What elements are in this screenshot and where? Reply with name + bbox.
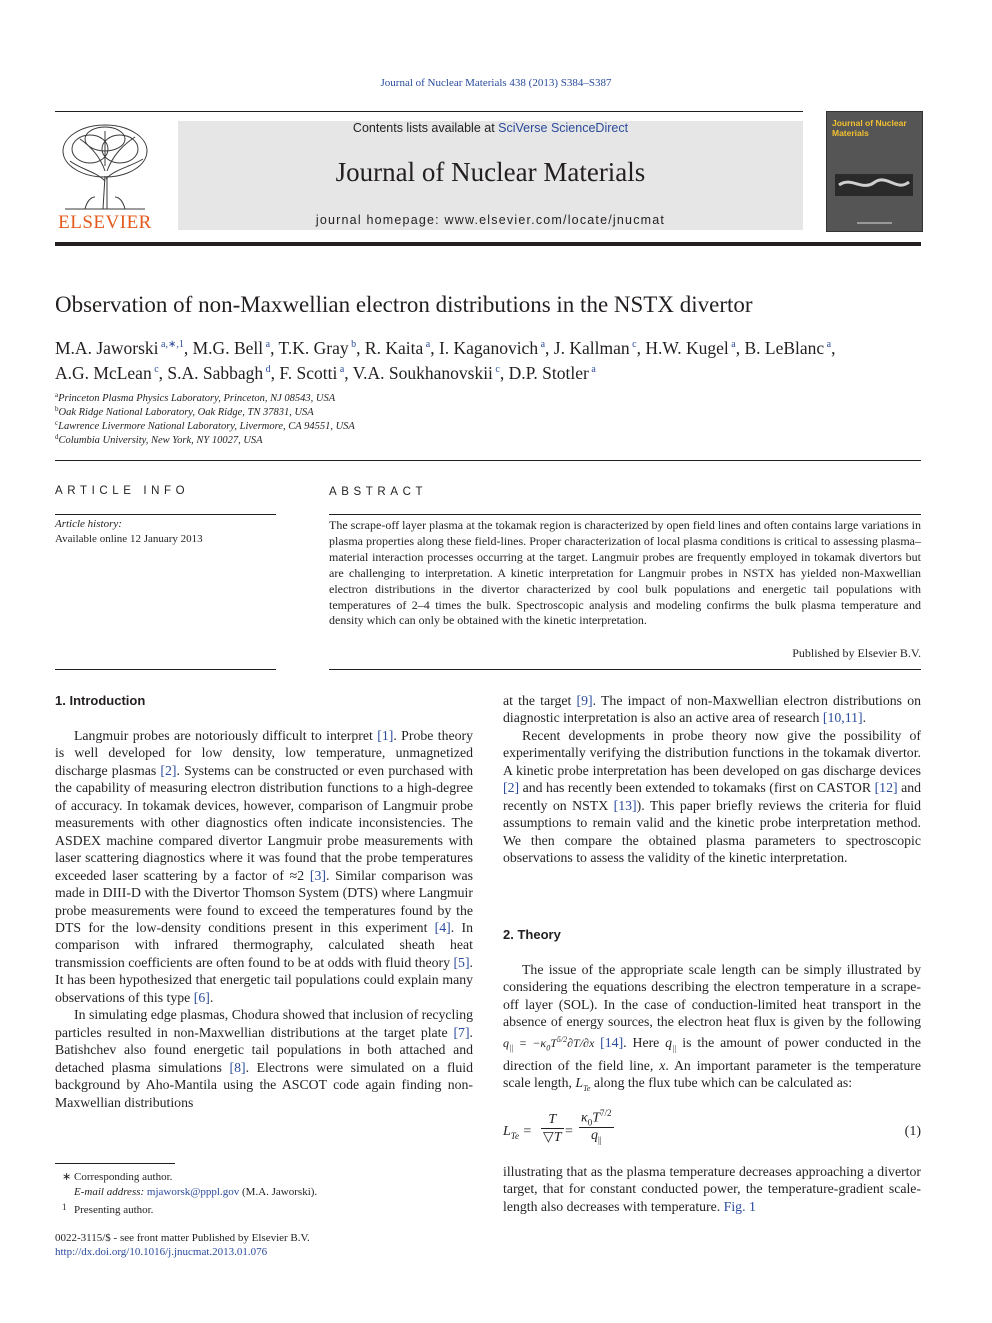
intro-paragraph-2 bbox=[55, 1006, 473, 1111]
paragraph-text: at the target bbox=[503, 693, 577, 708]
citation-link[interactable]: [3] bbox=[309, 867, 326, 883]
section-heading-theory: 2. Theory bbox=[503, 927, 561, 942]
paragraph-text: and has recently been extended to tokamaks (first on CASTOR bbox=[519, 780, 875, 796]
intro-paragraph-4 bbox=[503, 727, 921, 867]
author-name: B. LeBlanc bbox=[744, 338, 825, 358]
author-affiliation-mark[interactable]: c bbox=[629, 339, 637, 350]
paragraph-text: . It has been hypothesized that energetic tail populations could explain many observations of this type bbox=[55, 954, 473, 1005]
author-name: J. Kallman bbox=[553, 338, 630, 358]
author-affiliation-mark[interactable]: b bbox=[348, 339, 357, 350]
theory-paragraph-1: The issue of the appropriate scale length can be simply illustrated by considering the equations describing the electron temperature in a scrape-off layer (SOL). In the case of conduction-limited heat transport in the absence of energy sources, the electron heat flux is given by the following $q_{||} = -\kappa_0T^{5/2}\partial T/\partial x$ [14]. Here $q_{||}$ is the amount of power conducted in the direction of the field line, x. An important parameter is the temperature scale length, $L_{Te}$ along the flux tube which can be calculated as: bbox=[503, 962, 921, 1094]
journal-citation-link[interactable]: Journal of Nuclear Materials 438 (2013) S384–S387 bbox=[380, 77, 612, 89]
citation-link[interactable]: [4] bbox=[434, 919, 451, 935]
affiliation-a: $^a$Princeton Plasma Physics Laboratory, Princeton, NJ 08543, USA bbox=[55, 391, 336, 404]
paragraph-text: . Batishchev also found energetic tail populations in both attached and detached plasma simulations bbox=[55, 1024, 473, 1075]
abstract-publisher: Published by Elsevier B.V. bbox=[792, 646, 921, 660]
cover-title: Journal of Nuclear Materials bbox=[832, 118, 907, 138]
author-name: V.A. Soukhanovskii bbox=[352, 363, 493, 383]
paragraph-text: . Similar comparison was made in DIII-D with the Divertor Thomson System (DTS) where Langmuir probe measurements were found to exceed the temperatures found by the DTS for the low-density conditions present in this experiment bbox=[55, 867, 474, 935]
article-title: Observation of non-Maxwellian electron distributions in the NSTX divertor bbox=[55, 292, 753, 317]
theory-paragraph-2: illustrating that as the plasma temperature decreases approaching a divertor target, that for constant conducted power, the temperature-gradient scale-length also decreases with temperature. Fig. 1 bbox=[503, 1164, 921, 1214]
author-affiliation-mark[interactable]: d bbox=[263, 364, 271, 375]
author-name: T.K. Gray bbox=[278, 338, 349, 358]
author-name: H.W. Kugel bbox=[645, 338, 729, 358]
issn-line: 0022-3115/$ - see front matter Published by Elsevier B.V. bbox=[55, 1232, 310, 1244]
article-info-rule bbox=[55, 514, 276, 515]
author-name: M.A. Jaworski bbox=[55, 338, 159, 358]
paragraph-text: ). This paper briefly reviews the criteria for fluid assumptions to remain valid and the kinetic probe interpretation method. We then compare the obtained plasma parameters to spectroscopic observations to assess the validity of the kinetic interpretation. bbox=[503, 797, 921, 866]
author-name: S.A. Sabbagh bbox=[167, 363, 264, 383]
citation-link[interactable]: [7] bbox=[453, 1024, 470, 1040]
citation-link[interactable]: [10,11] bbox=[822, 710, 863, 726]
intro-right-column bbox=[503, 692, 921, 867]
article-history-value: Available online 12 January 2013 bbox=[55, 533, 203, 545]
affiliation-b: $^b$Oak Ridge National Laboratory, Oak Ridge, TN 37831, USA bbox=[55, 405, 314, 418]
paragraph-text: Recent developments in probe theory now give the possibility of experimentally verifying the distribution functions in the tokamak divertor. A kinetic probe interpretation has been developed on gas discharge devices bbox=[503, 727, 921, 778]
author-name: R. Kaita bbox=[364, 338, 424, 358]
contents-prefix: Contents lists available at bbox=[352, 121, 499, 135]
author-affiliation-mark[interactable]: a bbox=[263, 339, 271, 350]
article-info-bottom-rule bbox=[55, 669, 276, 670]
author-affiliation-mark[interactable]: c bbox=[151, 364, 159, 375]
section-heading-introduction: 1. Introduction bbox=[55, 693, 146, 708]
contents-line bbox=[178, 121, 803, 135]
article-info-heading: ARTICLE INFO bbox=[55, 485, 190, 497]
author-name: D.P. Stotler bbox=[508, 363, 589, 383]
paragraph-text: . bbox=[209, 989, 214, 1005]
citation-link[interactable]: [9] bbox=[576, 693, 593, 708]
author-name: I. Kaganovich bbox=[438, 338, 539, 358]
paragraph-text: . Electrons were simulated on a fluid background by Aho-Mantila using the ASCOT code again finding non-Maxwellian distributions bbox=[55, 1059, 473, 1110]
abstract-heading: ABSTRACT bbox=[329, 486, 428, 498]
author-affiliation-mark[interactable]: a bbox=[337, 364, 345, 375]
author-list: M.A. Jaworski $^{a,∗,1}$, M.G. Bell $^a$, T.K. Gray $^b$, R. Kaita $^a$, I. Kaganovich $^a$, J. Kallman $^c$, H.W. Kugel $^a$, B. LeBlanc $^a$, A.G. McLean $^c$, S.A. Sabbagh $^d$, F. Scotti $^a$, V.A. Soukhanovskii $^c$, D.P. Stotler $^a$ bbox=[55, 338, 836, 383]
author-name: M.G. Bell bbox=[192, 338, 264, 358]
paragraph-text: In simulating edge plasmas, Chodura showed that inclusion of recycling particles resulted in non-Maxwellian distributions at the target plate bbox=[55, 1007, 473, 1040]
affiliation-c: $^c$Lawrence Livermore National Laboratory, Livermore, CA 94551, USA bbox=[55, 419, 355, 432]
paragraph-text: and recently on NSTX bbox=[503, 780, 921, 813]
citation-link[interactable]: [6] bbox=[193, 989, 210, 1005]
figure-link[interactable]: Fig. 1 bbox=[723, 1198, 756, 1214]
header-thick-rule bbox=[55, 242, 921, 246]
elsevier-wordmark: ELSEVIER bbox=[58, 212, 152, 233]
abstract-rule bbox=[329, 514, 921, 515]
author-name: F. Scotti bbox=[279, 363, 338, 383]
citation-link[interactable]: [2] bbox=[160, 762, 177, 778]
abstract-text: The scrape-off layer plasma at the tokamak region is characterized by open field lines and often contains large variations in plasma properties along these field-lines. Proper characterization of local plasma conditions is critical to assessing plasma–material interaction processes occurring at the target. Langmuir probes are frequently employed in tokamak divertors but are challenging to interpretation. A kinetic interpretation for Langmuir probes in NSTX has yielded non-Maxwellian electron distributions in the divertor characterized by cool bulk populations and energetic tail populations with temperatures of 2–4 times the bulk. Spectroscopic analysis and modeling confirms the bulk plasma temperature and density which can only be obtained with the kinetic interpretation. bbox=[329, 518, 921, 628]
paragraph-text: . Systems can be constructed or even purchased with the capability of measuring electron distribution functions to a high-degree of accuracy. In tokamak devices, however, comparison of Langmuir probe measurements with other diagnostics often indicate inconsistencies. The ASDEX machine compared divertor Langmuir probe measurements with laser scattering diagnostics where it was found that the probe temperatures exceeded laser scattering by a factor of ≈2 bbox=[55, 762, 473, 883]
equation-number: (1) bbox=[904, 1124, 921, 1139]
equation-1: $L_{Te}$ = $\frac{T}{▽T}$ = $\frac{\kappa_0T^{7/2}}{q_{||}}$ (1) bbox=[503, 1108, 921, 1146]
footnote-email: E-mail address: mjaworsk@pppl.gov (M.A. Jaworski). bbox=[74, 1186, 318, 1198]
author-affiliation-mark[interactable]: a bbox=[824, 339, 832, 350]
author-affiliation-mark[interactable]: a bbox=[423, 339, 431, 350]
paragraph-text: . bbox=[862, 710, 867, 726]
theory-column-cont bbox=[503, 1163, 921, 1215]
sciencedirect-link[interactable]: SciVerse ScienceDirect bbox=[498, 121, 629, 135]
paragraph-text: . In comparison with infrared thermography, calculated sheath heat transmission coefficients are often found to be at odds with fluid theory bbox=[55, 919, 473, 970]
abstract-bottom-rule bbox=[329, 669, 921, 670]
author-affiliation-mark[interactable]: c bbox=[492, 364, 500, 375]
email-link[interactable]: mjaworsk@pppl.gov bbox=[146, 1186, 240, 1198]
paragraph-text: Langmuir probes are notoriously difficult to interpret bbox=[74, 728, 378, 743]
header-rule bbox=[55, 111, 803, 112]
citation-link[interactable]: [14] bbox=[600, 1034, 624, 1050]
footnote-rule bbox=[55, 1163, 175, 1164]
citation-link[interactable]: [12] bbox=[874, 780, 898, 796]
intro-paragraph-1 bbox=[55, 727, 473, 1006]
journal-name: Journal of Nuclear Materials bbox=[335, 157, 646, 187]
paragraph-text: . Probe theory is well developed for low density, low temperature, unmagnetized discharge plasmas bbox=[55, 728, 473, 778]
citation-link[interactable]: [1] bbox=[377, 728, 394, 743]
section-rule bbox=[55, 460, 921, 461]
doi-link[interactable]: http://dx.doi.org/10.1016/j.jnucmat.2013.01.076 bbox=[55, 1246, 268, 1258]
author-affiliation-mark[interactable]: a bbox=[728, 339, 736, 350]
footnote-corresponding: ∗ Corresponding author. bbox=[62, 1171, 173, 1183]
journal-homepage[interactable]: journal homepage: www.elsevier.com/locate/jnucmat bbox=[315, 213, 666, 227]
footnote-presenting: 1 Presenting author. bbox=[62, 1202, 154, 1216]
citation-link[interactable]: [13] bbox=[613, 797, 637, 813]
citation-link[interactable]: [8] bbox=[229, 1059, 246, 1075]
article-history-label: Article history: bbox=[55, 518, 122, 530]
paragraph-text: . The impact of non-Maxwellian electron distributions on diagnostic interpretation is also an active area of research bbox=[503, 693, 921, 726]
citation-link[interactable]: [5] bbox=[453, 954, 470, 970]
author-affiliation-mark[interactable]: a bbox=[588, 364, 596, 375]
author-name: A.G. McLean bbox=[55, 363, 152, 383]
theory-column bbox=[503, 961, 921, 1098]
affiliation-d: $^d$Columbia University, New York, NY 10027, USA bbox=[55, 433, 263, 446]
citation-link[interactable]: [2] bbox=[503, 780, 520, 796]
author-affiliation-mark[interactable]: a,∗,1 bbox=[158, 339, 184, 350]
intro-paragraph-3 bbox=[503, 692, 921, 727]
intro-left-column bbox=[55, 727, 473, 1111]
author-affiliation-mark[interactable]: a bbox=[538, 339, 546, 350]
